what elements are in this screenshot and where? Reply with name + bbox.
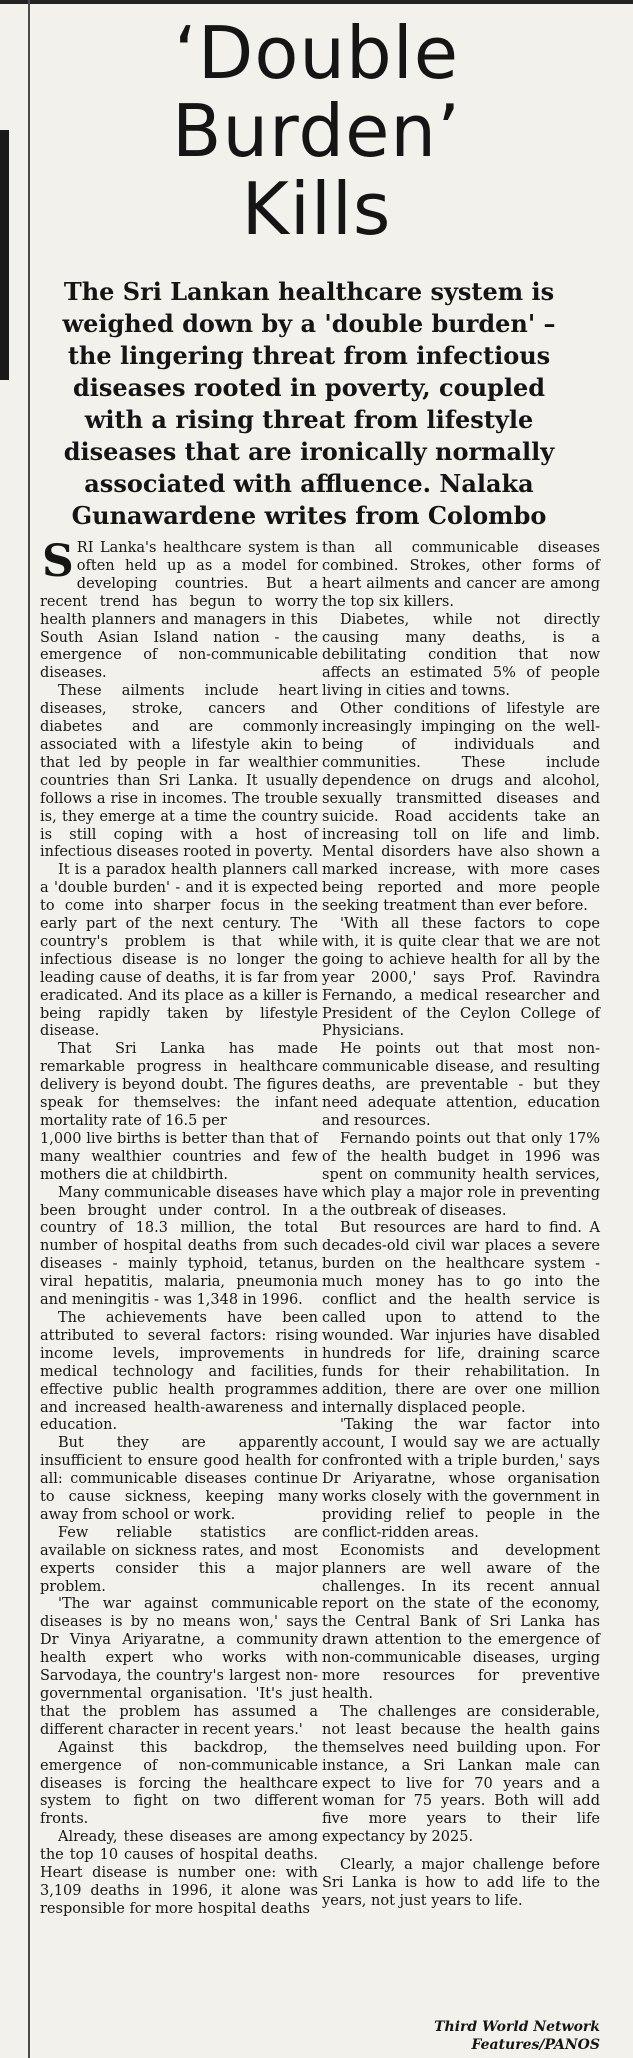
paragraph: than all communicable diseases combined. Strokes, other forms of heart ailments and cancer are among the top six killers.: [322, 540, 600, 610]
article-body: [40, 536, 600, 2053]
paragraph: 1,000 live births is better than that of many wealthier countries and few mothers die at childbirth.: [40, 1130, 318, 1183]
headline-line-3: Kills: [241, 167, 392, 251]
column-right: [322, 540, 600, 1911]
paragraph: Fernando points out that only 17% of the health budget in 1996 was spent on community health services, which play a major role in preventing the outbreak of diseases.: [322, 1130, 600, 1219]
paragraph: Economists and development planners are well aware of the challenges. In its recent annual report on the state of the economy, the Central Bank of Sri Lanka has drawn attention to the emergence of non-communicable diseases, urging more resources for preventive health.: [322, 1542, 600, 1702]
paragraph: He points out that most non-communicable disease, and resulting deaths, are preventable - but they need adequate attention, education and resources.: [322, 1041, 600, 1129]
paragraph: But they are apparently insufficient to ensure good health for all: communicable diseases continue to cause sickness, keeping many away from school or work.: [40, 1435, 318, 1523]
paragraph: It is a paradox health planners call a 'double burden' - and it is expected to come into sharper focus in the early part of the next century. The country's problem is that while infectious disease is no longer the leading cause of deaths, it is far from eradicated. And its place as a killer is being rapidly taken by lifestyle disease.: [40, 862, 318, 1040]
source-credit-line-1: Third World Network: [434, 2019, 600, 2035]
paragraph: Other conditions of lifestyle are increasingly impinging on the well-being of individuals and communities. These include dependence on drugs and alcohol, sexually transmitted diseases and suicide. Road accidents take an increasing toll on life and limb. Mental disorders have also shown a marked increase, with more cases being reported and more people seeking treatment than ever before.: [322, 701, 600, 915]
byline-author: Nalaka Gunawardene: [71, 469, 534, 530]
paragraph: SRI Lanka's healthcare system is often held up as a model for developing countries. But a recent trend has begun to worry health planners and managers in this South Asian Island nation - the emergence of non-communicable diseases.: [40, 536, 318, 682]
paragraph: Clearly, a major challenge before Sri Lanka is how to add life to the years, not just years to life.: [322, 1857, 600, 1909]
byline-suffix: writes from Colombo: [264, 501, 547, 530]
paragraph: 'Taking the war factor into account, I would say we are actually confronted with a triple burden,' says Dr Ariyaratne, whose organisation works closely with the government in providing relief to people in the conflict-ridden areas.: [322, 1417, 600, 1541]
paragraph: The challenges are considerable, not least because the health gains themselves need building upon. For instance, a Sri Lankan male can expect to live for 70 years and a woman for 75 years. Both will add five more years to their life expectancy by 2025.: [322, 1703, 600, 1846]
column-left: [40, 536, 318, 1919]
standfirst: [44, 276, 574, 532]
paragraph: That Sri Lanka has made remarkable progress in healthcare delivery is beyond doubt. The figures speak for themselves: the infant mortality rate of 16.5 per: [40, 1041, 318, 1129]
column-rule: [28, 0, 30, 2058]
standfirst-text: The Sri Lankan healthcare system is weighed down by a 'double burden' – the lingering threat from infectious diseases rooted in poverty, coupled with a rising threat from lifestyle diseases that are ironically normally associated with affluence.: [62, 277, 556, 498]
source-credit: [434, 2018, 600, 2054]
paragraph: The achievements have been attributed to several factors: rising income levels, improvements in medical technology and facilities, effective public health programmes and increased health-awareness and education.: [40, 1309, 318, 1434]
paragraph: Against this backdrop, the emergence of non-communicable diseases is forcing the healthcare system to fight on two different fronts.: [40, 1739, 318, 1828]
source-credit-line-2: Features/PANOS: [471, 2037, 600, 2053]
paragraph: Diabetes, while not directly causing many deaths, is a debilitating condition that now affects an estimated 5% of people living in cities and towns.: [322, 611, 600, 700]
paragraph: But resources are hard to find. A decades-old civil war places a severe burden on the healthcare system - much money has to go into the conflict and the health service is called upon to attend to the wounded. War injuries have disabled hundreds for life, draining scarce funds for their rehabilitation. In addition, there are over one million internally displaced people.: [322, 1220, 600, 1416]
paragraph: 'The war against communicable diseases is by no means won,' says Dr Vinya Ariyaratne, a community health expert who works with Sarvodaya, the country's largest non-governmental organisation. 'It's just that the problem has assumed a different character in recent years.': [40, 1596, 318, 1738]
paragraph: Few reliable statistics are available on sickness rates, and most experts consider this a major problem.: [40, 1524, 318, 1595]
paragraph: These ailments include heart diseases, stroke, cancers and diabetes and are commonly associated with a lifestyle akin to that led by people in far wealthier countries than Sri Lanka. It usually follows a rise in incomes. The trouble is, they emerge at a time the country is still coping with a host of infectious diseases rooted in poverty.: [40, 683, 318, 861]
paragraph: 'With all these factors to cope with, it is quite clear that we are not going to achieve health for all by the year 2000,' says Prof. Ravindra Fernando, a medical researcher and President of the Ceylon College of Physicians.: [322, 916, 600, 1040]
paragraph: Many communicable diseases have been brought under control. In a country of 18.3 million, the total number of hospital deaths from such diseases - mainly typhoid, tetanus, viral hepatitis, malaria, pneumonia and meningitis - was 1,348 in 1996.: [40, 1184, 318, 1309]
drop-cap: S: [42, 536, 74, 587]
headline: [0, 11, 633, 251]
headline-line-1: ‘Double: [173, 11, 459, 95]
top-rule: [0, 0, 633, 4]
headline-line-2: Burden’: [172, 89, 461, 173]
paragraph: Already, these diseases are among the top 10 causes of hospital deaths. Heart disease is number one: with 3,109 deaths in 1996, it alone was responsible for more hospital deaths: [40, 1829, 318, 1917]
